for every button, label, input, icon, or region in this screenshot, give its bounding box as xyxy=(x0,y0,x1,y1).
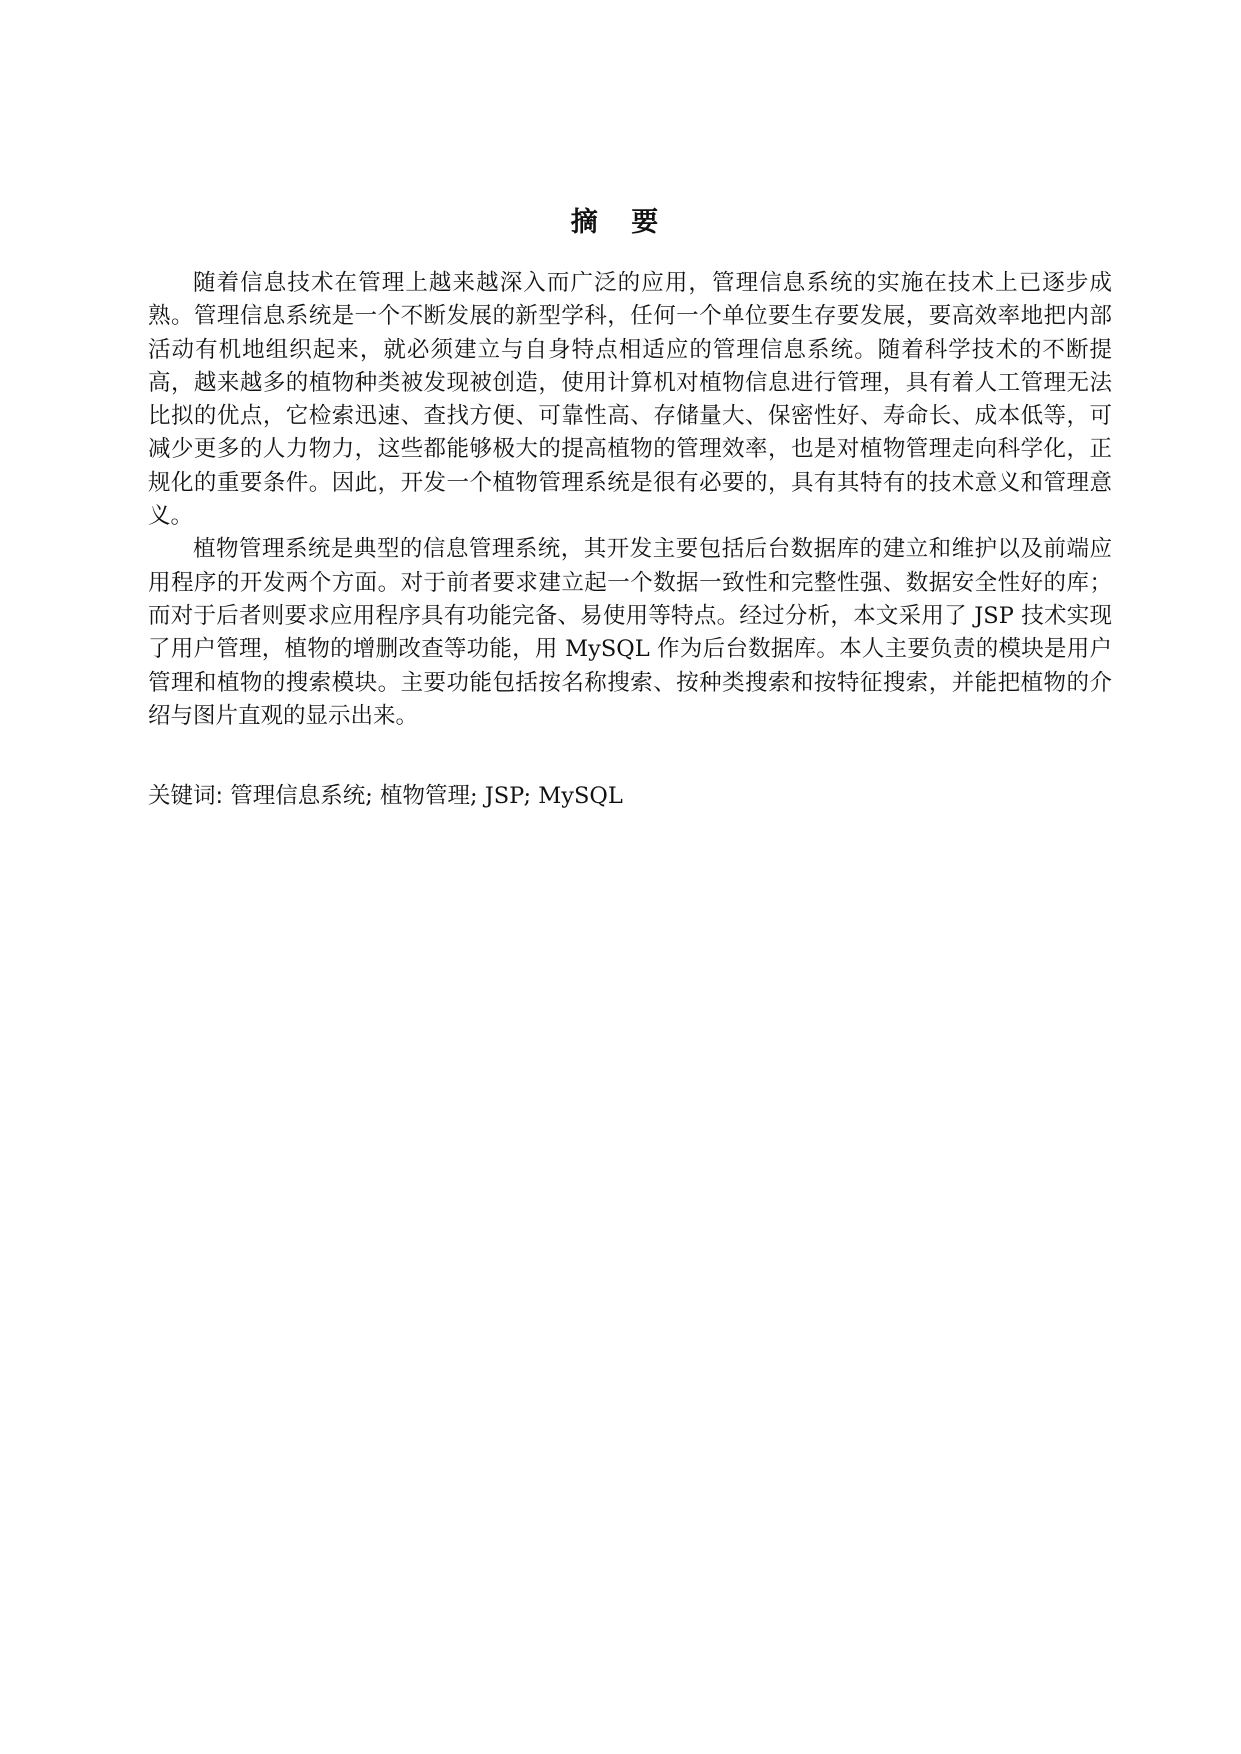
abstract-paragraph-2: 植物管理系统是典型的信息管理系统，其开发主要包括后台数据库的建立和维护以及前端应用程序的开发两个方面。对于前者要求建立起一个数据一致性和完整性强、数据安全性好的库；而对于后者则要求应用程序具有功能完备、易使用等特点。经过分析，本文采用了 JSP 技术实现了用户管理，植物的增删改查等功能，用 MySQL 作为后台数据库。本人主要负责的模块是用户管理和植物的搜索模块。主要功能包括按名称搜索、按种类搜索和按特征搜索，并能把植物的介绍与图片直观的显示出来。 xyxy=(148,536,1112,729)
keywords-label: 关键词: xyxy=(148,783,224,809)
abstract-paragraph-1: 随着信息技术在管理上越来越深入而广泛的应用，管理信息系统的实施在技术上已逐步成熟。管理信息系统是一个不断发展的新型学科，任何一个单位要生存要发展，要高效率地把内部活动有机地组织起来，就必须建立与自身特点相适应的管理信息系统。随着科学技术的不断提高，越来越多的植物种类被发现被创造，使用计算机对植物信息进行管理，具有着人工管理无法比拟的优点，它检索迅速、查找方便、可靠性高、存储量大、保密性好、寿命长、成本低等，可减少更多的人力物力，这些都能够极大的提高植物的管理效率，也是对植物管理走向科学化，正规化的重要条件。因此，开发一个植物管理系统是很有必要的，具有其特有的技术意义和管理意义。 xyxy=(148,270,1112,530)
keywords-text: 管理信息系统; 植物管理; JSP; MySQL xyxy=(230,783,623,809)
abstract-title: 摘 要 xyxy=(570,207,671,238)
keywords-line xyxy=(148,780,1112,813)
abstract-body xyxy=(148,267,1112,733)
